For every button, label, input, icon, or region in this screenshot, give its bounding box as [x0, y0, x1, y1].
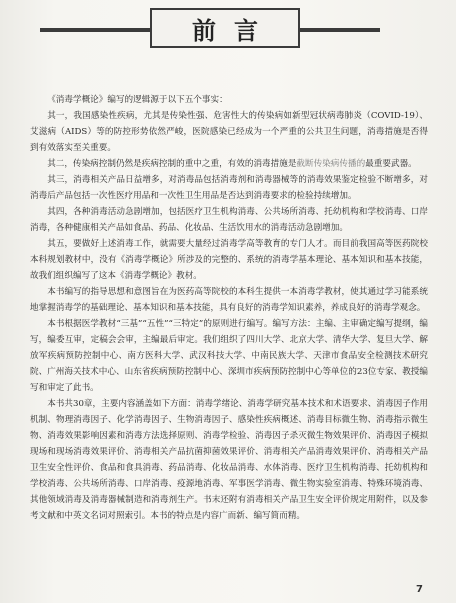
paragraph-purpose: 本书编写的指导思想和意图旨在为医药高等院校的本科生提供一本消毒学教材，使其通过学习能系统地掌握消毒学的基础理论、基本知识和基本技能，具有良好的消毒学知识素养，养成良好的消毒学观念。 [30, 287, 428, 313]
paragraph-fact-2-faded: 截断传染病传播的 [296, 159, 366, 169]
header-box [150, 8, 300, 48]
paragraph-fact-4: 其四，各种消毒活动急剧增加，包括医疗卫生机构消毒、公共场所消毒、托幼机构和学校消毒、口岸消毒，各种健康相关产品如食品、药品、化妆品、生活饮用水的消毒活动急剧增加。 [30, 207, 428, 233]
paragraph-fact-3: 其三，消毒相关产品日益增多，对消毒品包括消毒剂和消毒器械等的消毒效果鉴定检验不断增多，对消毒后产品包括一次性医疗用品和一次性卫生用品是否达到消毒要求的检验持续增加。 [30, 175, 428, 201]
paragraph-fact-1: 其一，我国感染性疾病，尤其是传染性强、危害性大的传染病如新型冠状病毒肺炎（COVID-19）、艾滋病（AIDS）等的防控形势依然严峻，医院感染已经成为一个严重的公共卫生问题，消毒措施是否得到有效落实至关重要。 [30, 111, 428, 153]
page-number: 7 [416, 584, 423, 595]
paragraph-fact-2 [30, 156, 428, 172]
page-title: 前言 [192, 16, 276, 45]
paragraph-fact-2-part-a: 其二，传染病控制仍然是疾病控制的重中之重，有效的消毒措施是 [47, 159, 297, 169]
paragraph-contents: 本书共30章，主要内容涵盖如下方面：消毒学绪论、消毒学研究基本技术和术语要求、消毒因子作用机制、物理消毒因子、化学消毒因子、生物消毒因子、感染性疾病概述、消毒目标微生物、消毒指示微生物、消毒效果影响因素和消毒方法选择原则、消毒学检验、消毒因子杀灭微生物效果评价、消毒因子模拟现场和现场消毒效果评价、消毒相关产品抗菌抑菌效果评价、消毒相关产品消毒效果评价、消毒相关产品卫生安全性评价、食品和食具消毒、药品消毒、化妆品消毒、水体消毒、医疗卫生机构消毒、托幼机构和学校消毒、公共场所消毒、口岸消毒、疫源地消毒、军事医学消毒、微生物实验室消毒、特殊环境消毒、其他领域消毒及消毒器械制造和消毒剂生产。书末还附有消毒相关产品卫生安全评价规定用附件，以及参考文献和中英文名词对照索引。本书的特点是内容广而新、编写简而精。 [30, 399, 428, 521]
paragraph-fact-2-part-c: 最重要武器。 [365, 159, 417, 169]
paragraph-intro: 《消毒学概论》编写的逻辑源于以下五个事实： [47, 95, 228, 105]
paragraph-fact-5: 其五，要做好上述消毒工作，就需要大量经过消毒学高等教育的专门人才。而目前我国高等医药院校本科规划教材中，没有《消毒学概论》所涉及的完整的、系统的消毒学基本理论、基本知识和基本技能，故我们组织编写了这本《消毒学概论》教材。 [30, 239, 428, 281]
body-text [30, 92, 428, 524]
paragraph-method: 本书根据医学教材“三基”“五性”“三特定”的原则进行编写。编写方法：主编、主审确定编写提纲，编写，编委互审，定稿会会审，主编最后审定。我们组织了四川大学、北京大学、清华大学、复旦大学、解放军疾病预防控制中心、南方医科大学、武汉科技大学、中南民族大学、天津市食品安全检测技术研究院、广州海关技术中心、山东省疾病预防控制中心、深圳市疾病预防控制中心等单位的23位专家、教授编写和审定了此书。 [30, 319, 428, 393]
